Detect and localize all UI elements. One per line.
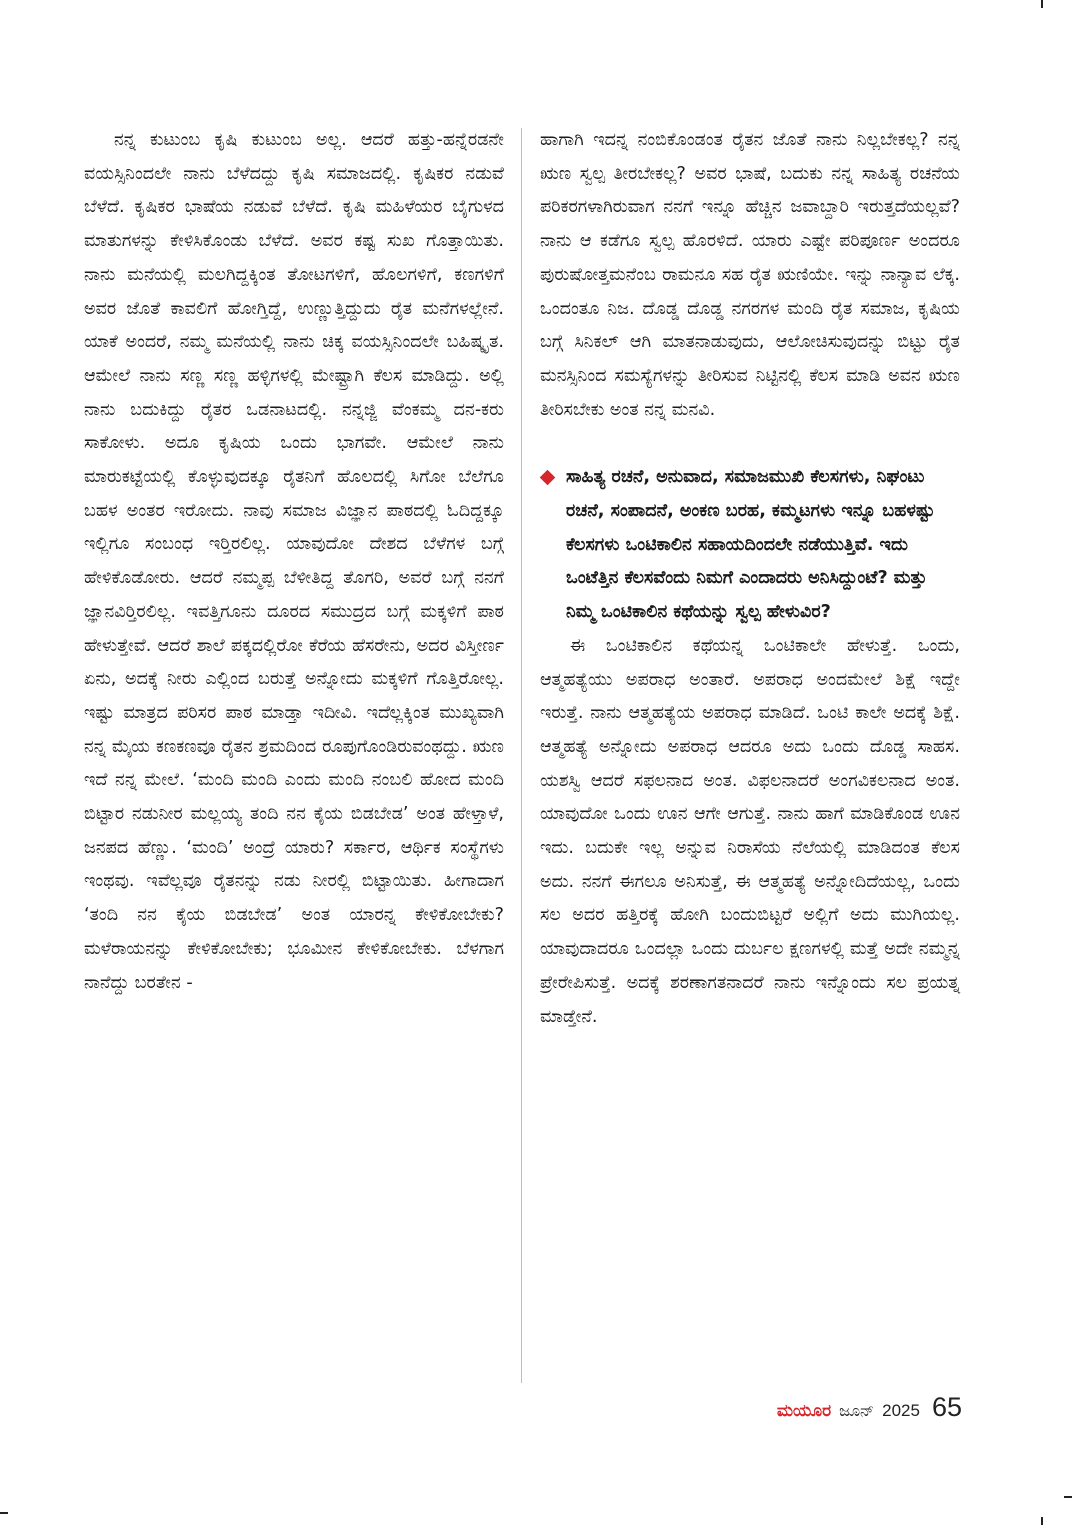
- question-text: ಸಾಹಿತ್ಯ ರಚನೆ, ಅನುವಾದ, ಸಮಾಜಮುಖಿ ಕೆಲಸಗಳು, ನಿಘಂಟು ರಚನೆ, ಸಂಪಾದನೆ, ಅಂಕಣ ಬರಹ, ಕಮ್ಮಟಗಳು ಇನ್ನೂ ಬಹಳಷ್ಟು ಕೆಲಸಗಳು ಒಂಟಿಕಾಲಿನ ಸಹಾಯದಿಂದಲೇ ನಡೆಯುತ್ತಿವೆ. ಇದು ಒಂಟೆತ್ತಿನ ಕೆಲಸವೆಂದು ನಿಮಗೆ ಎಂದಾದರು ಅನಿಸಿದ್ದುಂಟೆ? ಮತ್ತು ನಿಮ್ಮ ಒಂಟಿಕಾಲಿನ ಕಥೆಯನ್ನು ಸ್ವಲ್ಪ ಹೇಳುವಿರ?: [566, 467, 935, 623]
- red-diamond-icon: [540, 470, 556, 486]
- magazine-brand: ಮಯೂರ: [776, 1401, 832, 1421]
- article-paragraph-continued: ಹಾಗಾಗಿ ಇದನ್ನ ನಂಬಿಕೊಂಡಂತ ರೈತನ ಜೊತೆ ನಾನು ನಿಲ್ಲಬೇಕಲ್ಲ? ನನ್ನ ಋಣ ಸ್ವಲ್ಪ ತೀರಬೇಕಲ್ಲ? ಅವರ ಭಾಷೆ, ಬದುಕು ನನ್ನ ಸಾಹಿತ್ಯ ರಚನೆಯ ಪರಿಕರಗಳಾಗಿರುವಾಗ ನನಗೆ ಇನ್ನೂ ಹೆಚ್ಚಿನ ಜವಾಬ್ದಾರಿ ಇರುತ್ತದೆಯಲ್ಲವೆ? ನಾನು ಆ ಕಡೆಗೂ ಸ್ವಲ್ಪ ಹೊರಳಿದೆ. ಯಾರು ಎಷ್ಟೇ ಪರಿಪೂರ್ಣ ಅಂದರೂ ಪುರುಷೋತ್ತಮನೆಂಬ ರಾಮನೂ ಸಹ ರೈತ ಋಣಿಯೇ. ಇನ್ನು ನಾನ್ಯಾವ ಲೆಕ್ಕ. ಒಂದಂತೂ ನಿಜ. ದೊಡ್ಡ ದೊಡ್ಡ ನಗರಗಳ ಮಂದಿ ರೈತ ಸಮಾಜ, ಕೃಷಿಯ ಬಗ್ಗೆ ಸಿನಿಕಲ್ ಆಗಿ ಮಾತನಾಡುವುದು, ಆಲೋಚಿಸುವುದನ್ನು ಬಿಟ್ಟು ರೈತ ಮನಸ್ಸಿನಿಂದ ಸಮಸ್ಯೆಗಳನ್ನು ತೀರಿಸುವ ನಿಟ್ಟಿನಲ್ಲಿ ಕೆಲಸ ಮಾಡಿ ಅವನ ಋಣ ತೀರಿಸಬೇಕು ಅಂತ ನನ್ನ ಮನವಿ.: [540, 130, 960, 420]
- article-left-column: [84, 124, 504, 1000]
- interview-question: [540, 461, 960, 630]
- column-divider: [521, 128, 522, 1383]
- issue-year: 2025: [882, 1401, 920, 1420]
- page-footer: [777, 1392, 962, 1423]
- issue-month: ಜೂನ್: [839, 1401, 875, 1420]
- interview-answer: ಈ ಒಂಟಿಕಾಲಿನ ಕಥೆಯನ್ನ ಒಂಟಿಕಾಲೇ ಹೇಳುತ್ತೆ. ಒಂದು, ಆತ್ಮಹತ್ಯೆಯು ಅಪರಾಧ ಅಂತಾರೆ. ಅಪರಾಧ ಅಂದಮೇಲೆ ಶಿಕ್ಷೆ ಇದ್ದೇ ಇರುತ್ತೆ. ನಾನು ಆತ್ಮಹತ್ಯೆಯ ಅಪರಾಧ ಮಾಡಿದೆ. ಒಂಟಿ ಕಾಲೇ ಅದಕ್ಕೆ ಶಿಕ್ಷೆ. ಆತ್ಮಹತ್ಯೆ ಅನ್ನೋದು ಅಪರಾಧ ಆದರೂ ಅದು ಒಂದು ದೊಡ್ಡ ಸಾಹಸ. ಯಶಸ್ವಿ ಆದರೆ ಸಫಲನಾದ ಅಂತ. ವಿಫಲನಾದರೆ ಅಂಗವಿಕಲನಾದ ಅಂತ. ಯಾವುದೋ ಒಂದು ಊನ ಆಗೇ ಆಗುತ್ತೆ. ನಾನು ಹಾಗೆ ಮಾಡಿಕೊಂಡ ಊನ ಇದು. ಬದುಕೇ ಇಲ್ಲ ಅನ್ನುವ ನಿರಾಸೆಯ ನೆಲೆಯಲ್ಲಿ ಮಾಡಿದಂತ ಕೆಲಸ ಅದು. ನನಗೆ ಈಗಲೂ ಅನಿಸುತ್ತೆ, ಈ ಆತ್ಮಹತ್ಯೆ ಅನ್ನೋದಿದೆಯಲ್ಲ, ಒಂದು ಸಲ ಅದರ ಹತ್ತಿರಕ್ಕೆ ಹೋಗಿ ಬಂದುಬಿಟ್ಟರೆ ಅಲ್ಲಿಗೆ ಅದು ಮುಗಿಯಲ್ಲ. ಯಾವುದಾದರೂ ಒಂದಲ್ಲಾ ಒಂದು ದುರ್ಬಲ ಕ್ಷಣಗಳಲ್ಲಿ ಮತ್ತೆ ಅದೇ ನಮ್ಮನ್ನ ಪ್ರೇರೇಪಿಸುತ್ತೆ. ಅದಕ್ಕೆ ಶರಣಾಗತನಾದರೆ ನಾನು ಇನ್ನೊಂದು ಸಲ ಪ್ರಯತ್ನ ಮಾಡ್ತೇನೆ.: [540, 635, 960, 1027]
- article-paragraph: ನನ್ನ ಕುಟುಂಬ ಕೃಷಿ ಕುಟುಂಬ ಅಲ್ಲ. ಆದರೆ ಹತ್ತು-ಹನ್ನೆರಡನೇ ವಯಸ್ಸಿನಿಂದಲೇ ನಾನು ಬೆಳೆದದ್ದು ಕೃಷಿ ಸಮಾಜದಲ್ಲಿ. ಕೃಷಿಕರ ನಡುವೆ ಬೆಳೆದೆ. ಕೃಷಿಕರ ಭಾಷೆಯ ನಡುವೆ ಬೆಳೆದೆ. ಕೃಷಿ ಮಹಿಳೆಯರ ಬೈಗುಳದ ಮಾತುಗಳನ್ನು ಕೇಳಿಸಿಕೊಂಡು ಬೆಳೆದೆ. ಅವರ ಕಷ್ಟ ಸುಖ ಗೊತ್ತಾಯಿತು. ನಾನು ಮನೆಯಲ್ಲಿ ಮಲಗಿದ್ದಕ್ಕಿಂತ ತೋಟಗಳಿಗೆ, ಹೊಲಗಳಿಗೆ, ಕಣಗಳಿಗೆ ಅವರ ಜೊತೆ ಕಾವಲಿಗೆ ಹೋಗ್ತಿದ್ದೆ, ಉಣ್ಣುತ್ತಿದ್ದುದು ರೈತ ಮನೆಗಳಲ್ಲೇನೆ. ಯಾಕೆ ಅಂದರೆ, ನಮ್ಮ ಮನೆಯಲ್ಲಿ ನಾನು ಚಿಕ್ಕ ವಯಸ್ಸಿನಿಂದಲೇ ಬಹಿಷ್ಕೃತ. ಆಮೇಲೆ ನಾನು ಸಣ್ಣ ಸಣ್ಣ ಹಳ್ಳಿಗಳಲ್ಲಿ ಮೇಷ್ಟ್ರಾಗಿ ಕೆಲಸ ಮಾಡಿದ್ದು. ಅಲ್ಲಿ ನಾನು ಬದುಕಿದ್ದು ರೈತರ ಒಡನಾಟದಲ್ಲಿ. ನನ್ನಜ್ಜಿ ವೆಂಕಮ್ಮ ದನ-ಕರು ಸಾಕೋಳು. ಅದೂ ಕೃಷಿಯ ಒಂದು ಭಾಗವೇ. ಆಮೇಲೆ ನಾನು ಮಾರುಕಟ್ಟೆಯಲ್ಲಿ ಕೊಳ್ಳುವುದಕ್ಕೂ ರೈತನಿಗೆ ಹೊಲದಲ್ಲಿ ಸಿಗೋ ಬೆಲೆಗೂ ಬಹಳ ಅಂತರ ಇರೋದು. ನಾವು ಸಮಾಜ ವಿಜ್ಞಾನ ಪಾಠದಲ್ಲಿ ಓದಿದ್ದಕ್ಕೂ ಇಲ್ಲಿಗೂ ಸಂಬಂಧ ಇರ್‍ತಿರಲಿಲ್ಲ. ಯಾವುದೋ ದೇಶದ ಬೆಳೆಗಳ ಬಗ್ಗೆ ಹೇಳಿಕೊಡೋರು. ಆದರೆ ನಮ್ಮಪ್ಪ ಬೆಳೀತಿದ್ದ ತೊಗರಿ, ಅವರೆ ಬಗ್ಗೆ ನನಗೆ ಜ್ಞಾನವಿರ್‍ತಿರಲಿಲ್ಲ. ಇವತ್ತಿಗೂನು ದೂರದ ಸಮುದ್ರದ ಬಗ್ಗೆ ಮಕ್ಕಳಿಗೆ ಪಾಠ ಹೇಳುತ್ತೇವೆ. ಆದರೆ ಶಾಲೆ ಪಕ್ಕದಲ್ಲಿರೋ ಕೆರೆಯ ಹೆಸರೇನು, ಅದರ ವಿಸ್ತೀರ್ಣ ಏನು, ಅದಕ್ಕೆ ನೀರು ಎಲ್ಲಿಂದ ಬರುತ್ತೆ ಅನ್ನೋದು ಮಕ್ಕಳಿಗೆ ಗೊತ್ತಿರೋಲ್ಲ. ಇಷ್ಟು ಮಾತ್ರದ ಪರಿಸರ ಪಾಠ ಮಾಡ್ತಾ ಇದೀವಿ. ಇದೆಲ್ಲಕ್ಕಿಂತ ಮುಖ್ಯವಾಗಿ ನನ್ನ ಮೈಯ ಕಣಕಣವೂ ರೈತನ ಶ್ರಮದಿಂದ ರೂಪುಗೊಂಡಿರುವಂಥದ್ದು. ಋಣ ಇದೆ ನನ್ನ ಮೇಲೆ. ‘ಮಂದಿ ಮಂದಿ ಎಂದು ಮಂದಿ ನಂಬಲಿ ಹೋದ ಮಂದಿ ಬಿಟ್ಟಾರ ನಡುನೀರ ಮಲ್ಲಯ್ಯ ತಂದಿ ನನ ಕೈಯ ಬಿಡಬೇಡ’ ಅಂತ ಹೇಳ್ತಾಳೆ, ಜನಪದ ಹೆಣ್ಣು. ‘ಮಂದಿ’ ಅಂದ್ರೆ ಯಾರು? ಸರ್ಕಾರ, ಆರ್ಥಿಕ ಸಂಸ್ಥೆಗಳು ಇಂಥವು. ಇವೆಲ್ಲವೂ ರೈತನನ್ನು ನಡು ನೀರಲ್ಲಿ ಬಿಟ್ಟಾಯಿತು. ಹೀಗಾದಾಗ ‘ತಂದಿ ನನ ಕೈಯ ಬಿಡಬೇಡ’ ಅಂತ ಯಾರನ್ನ ಕೇಳಿಕೋಬೇಕು? ಮಳೆರಾಯನನ್ನು ಕೇಳಿಕೋಬೇಕು; ಭೂಮೀನ ಕೇಳಿಕೋಬೇಕು. ಬೆಳಗಾಗ ನಾನೆದ್ದು ಬರತೇನ -: [84, 130, 504, 993]
- article-right-column: [540, 124, 960, 1034]
- page-number: 65: [931, 1392, 962, 1422]
